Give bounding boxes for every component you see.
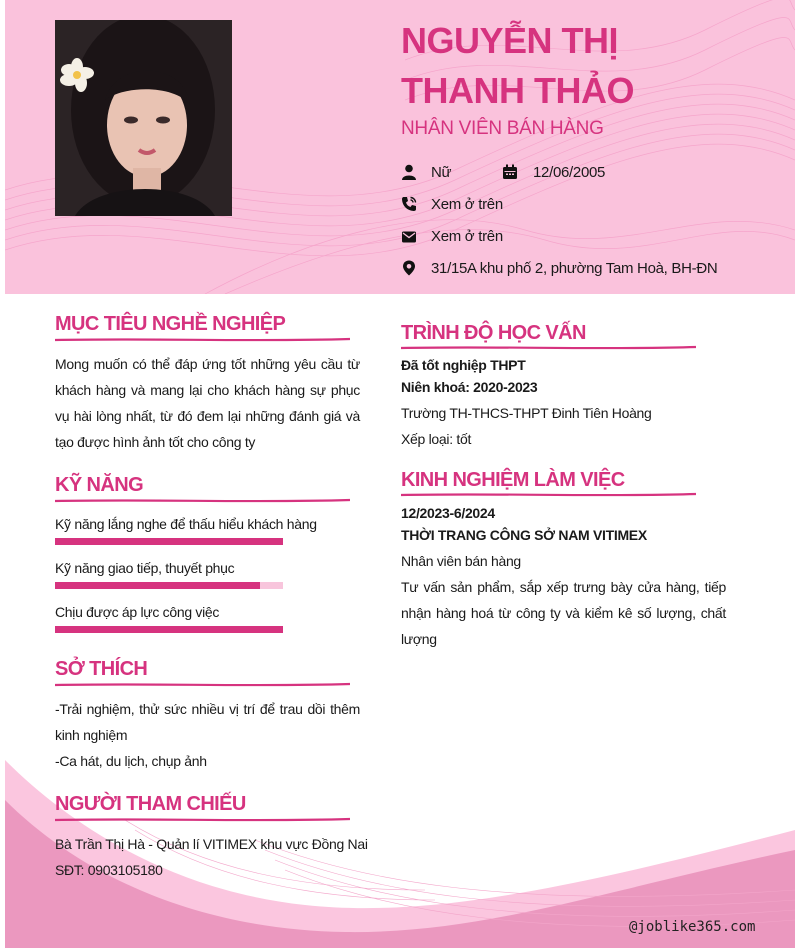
objective-underline bbox=[55, 337, 350, 343]
user-icon bbox=[401, 164, 417, 180]
watermark: @joblike365.com bbox=[629, 919, 756, 935]
skill-bar-pressure bbox=[55, 626, 283, 633]
reference-line-1: Bà Trần Thị Hà - Quản lí VITIMEX khu vực Đồng Nai bbox=[55, 836, 368, 852]
experience-title: KINH NGHIỆM LÀM VIỆC bbox=[401, 469, 625, 491]
email-value: Xem ở trên bbox=[431, 228, 503, 245]
education-degree: Đã tốt nghiệp THPT bbox=[401, 357, 526, 373]
gender-value: Nữ bbox=[431, 164, 452, 181]
references-underline bbox=[55, 817, 350, 823]
objective-text: Mong muốn có thể đáp ứng tốt những yêu cầu từ khách hàng và mang lại cho khách hàng sự phục vụ hài lòng nhất, từ đó đem lại những đánh giá và tạo được hình ảnh tốt cho công ty bbox=[55, 356, 360, 450]
phone-value: Xem ở trên bbox=[431, 196, 503, 213]
mail-icon bbox=[401, 229, 417, 245]
candidate-position: NHÂN VIÊN BÁN HÀNG bbox=[401, 118, 604, 139]
candidate-name: NGUYỄN THỊ THANH THẢO bbox=[401, 20, 634, 111]
skill-fill-communication bbox=[55, 582, 260, 589]
skill-bar-listening bbox=[55, 538, 283, 545]
experience-company: THỜI TRANG CÔNG SỞ NAM VITIMEX bbox=[401, 527, 647, 543]
experience-period: 12/2023-6/2024 bbox=[401, 505, 495, 521]
education-underline bbox=[401, 345, 696, 351]
cv-header bbox=[5, 0, 795, 294]
experience-description: Tư vấn sản phẩm, sắp xếp trưng bày cửa hàng, tiếp nhận hàng hoá từ công ty và kiểm kê số lượng, chất lượng bbox=[401, 579, 726, 647]
education-title: TRÌNH ĐỘ HỌC VẤN bbox=[401, 322, 586, 344]
objective-title: MỤC TIÊU NGHỀ NGHIỆP bbox=[55, 313, 286, 335]
birthday-value: 12/06/2005 bbox=[533, 164, 606, 181]
reference-line-2: SĐT: 0903105180 bbox=[55, 862, 163, 878]
profile-photo bbox=[55, 20, 232, 216]
skill-bar-communication bbox=[55, 582, 283, 589]
hobby-line-1: -Trải nghiệm, thử sức nhiều vị trí để trau dồi thêm kinh nghiệm bbox=[55, 701, 360, 743]
skill-label-pressure: Chịu được áp lực công việc bbox=[55, 604, 220, 620]
hobbies-underline bbox=[55, 682, 350, 688]
skill-fill-pressure bbox=[55, 626, 283, 633]
skill-fill-listening bbox=[55, 538, 283, 545]
education-years: Niên khoá: 2020-2023 bbox=[401, 379, 538, 395]
experience-role: Nhân viên bán hàng bbox=[401, 553, 521, 569]
hobby-line-2: -Ca hát, du lịch, chụp ảnh bbox=[55, 753, 207, 769]
skills-title: KỸ NĂNG bbox=[55, 474, 144, 496]
cv-page bbox=[5, 0, 795, 948]
experience-underline bbox=[401, 492, 696, 498]
calendar-icon bbox=[502, 164, 518, 180]
education-grade: Xếp loại: tốt bbox=[401, 431, 472, 447]
skill-label-communication: Kỹ năng giao tiếp, thuyết phục bbox=[55, 560, 235, 576]
hobbies-title: SỞ THÍCH bbox=[55, 658, 148, 680]
address-value: 31/15A khu phố 2, phường Tam Hoà, BH-ĐN bbox=[431, 260, 718, 277]
location-icon bbox=[401, 260, 417, 276]
references-title: NGƯỜI THAM CHIẾU bbox=[55, 793, 246, 815]
skill-label-listening: Kỹ năng lắng nghe để thấu hiểu khách hàng bbox=[55, 516, 317, 532]
education-school: Trường TH-THCS-THPT Đinh Tiên Hoàng bbox=[401, 405, 652, 421]
skills-underline bbox=[55, 498, 350, 504]
phone-icon bbox=[401, 196, 417, 212]
